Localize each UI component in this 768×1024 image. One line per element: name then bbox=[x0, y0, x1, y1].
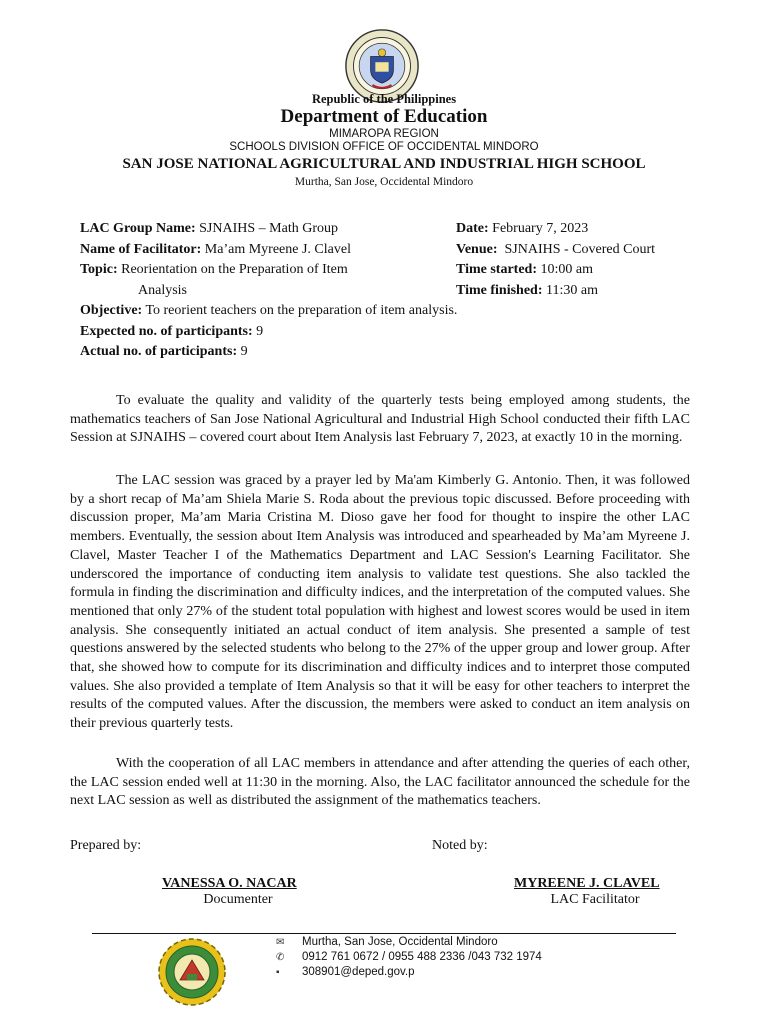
time-finished-row: Time finished: 11:30 am bbox=[456, 282, 598, 298]
group-name-row: LAC Group Name: SJNAIHS – Math Group bbox=[80, 221, 338, 236]
mail-icon: ✉ bbox=[276, 937, 285, 948]
session-info-left bbox=[80, 219, 457, 363]
footer-address-line: ✉ Murtha, San Jose, Occidental Mindoro bbox=[276, 936, 498, 948]
expected-participants-row: Expected no. of participants: 9 bbox=[80, 323, 264, 339]
school-address: Murtha, San Jose, Occidental Mindoro bbox=[294, 176, 474, 188]
noted-by-label: Noted by: bbox=[432, 838, 488, 853]
noted-by-block bbox=[514, 876, 676, 908]
narrative-paragraph-3: With the cooperation of all LAC members in attendance and after attending the queries of each other, the LAC session ended well at 11:30 in the morning. Also, the LAC facilitator announced the schedule for the next LAC session as well as distributed the assignment of the mathematics teachers. bbox=[70, 756, 690, 809]
session-info-right bbox=[456, 219, 655, 301]
division-line: SCHOOLS DIVISION OFFICE OF OCCIDENTAL MINDORO bbox=[229, 141, 539, 153]
school-logo bbox=[156, 936, 228, 1008]
footer-email-line: ▪ 308901@deped.gov.p bbox=[276, 966, 415, 978]
prepared-by-label: Prepared by: bbox=[70, 838, 142, 853]
time-started-row: Time started: 10:00 am bbox=[456, 262, 593, 277]
date-row: Date: February 7, 2023 bbox=[456, 221, 589, 236]
department-title: Department of Education bbox=[280, 106, 488, 127]
narrative-paragraph-1: To evaluate the quality and validity of the quarterly tests being employed among students, the mathematics teachers of San Jose National Agricultural and Industrial High School conducted their fifth LAC Session at SJNAIHS – covered court about Item Analysis last February 7, 2023, at exactly 10 in the morning. bbox=[70, 393, 690, 446]
prepared-by-block bbox=[162, 876, 314, 908]
actual-participants-row: Actual no. of participants: 9 bbox=[80, 344, 248, 359]
phone-icon: ✆ bbox=[276, 952, 285, 963]
noted-by-role: LAC Facilitator bbox=[550, 892, 640, 907]
school-name: SAN JOSE NATIONAL AGRICULTURAL AND INDUSTRIAL HIGH SCHOOL bbox=[122, 156, 646, 172]
topic-row-continued: Analysis bbox=[138, 282, 187, 298]
email-icon: ▪ bbox=[276, 967, 280, 978]
venue-row: Venue: SJNAIHS - Covered Court bbox=[456, 241, 655, 257]
footer-phone-line: ✆ 0912 761 0672 / 0955 488 2336 /043 732 1974 bbox=[276, 951, 542, 963]
narrative-paragraph-2: The LAC session was graced by a prayer led by Ma'am Kimberly G. Antonio. Then, it was followed by a short recap of Ma’am Shiela Marie S. Roda about the previous topic discussed. Before proceeding with discussion proper, Ma’am Maria Cristina M. Dioso gave her food for thought to inspire the other LAC members. Eventually, the session about Item Analysis was introduced and spearheaded by Ma’am Myreene J. Clavel, Master Teacher I of the Mathematics Department and LAC Session's Learning Facilitator. She underscored the importance of conducting item analysis to validate test questions. She also tackled the formula in finding the discrimination and difficulty indices, and the interpretation of the computed values. She mentioned that only 27% of the student total population with highest and lowest scores would be used in item analysis. She consequently initiated an actual conduct of item analysis. She presented a sample of test questions answered by the selected students who belong to the 27% of the upper group and lower group. After that, she showed how to compute for its discrimination and difficulty indices and to interpret those computed values. She also provided a template of Item Analysis so that it will be easy for other teachers to interpret the results of the computed values. After the discussion, the members were asked to conduct an item analysis on their previous quarterly tests. bbox=[70, 473, 690, 732]
topic-row: Topic: Reorientation on the Preparation of Item bbox=[80, 262, 348, 277]
facilitator-row: Name of Facilitator: Ma’am Myreene J. Clavel bbox=[80, 241, 351, 257]
prepared-by-name: VANESSA O. NACAR bbox=[162, 876, 297, 891]
republic-line: Republic of the Philippines bbox=[311, 92, 457, 106]
prepared-by-role: Documenter bbox=[203, 892, 273, 907]
region-line: MIMAROPA REGION bbox=[329, 128, 439, 140]
objective-row: Objective: To reorient teachers on the preparation of item analysis. bbox=[80, 303, 458, 318]
noted-by-name: MYREENE J. CLAVEL bbox=[514, 876, 660, 891]
footer-divider bbox=[92, 933, 676, 934]
